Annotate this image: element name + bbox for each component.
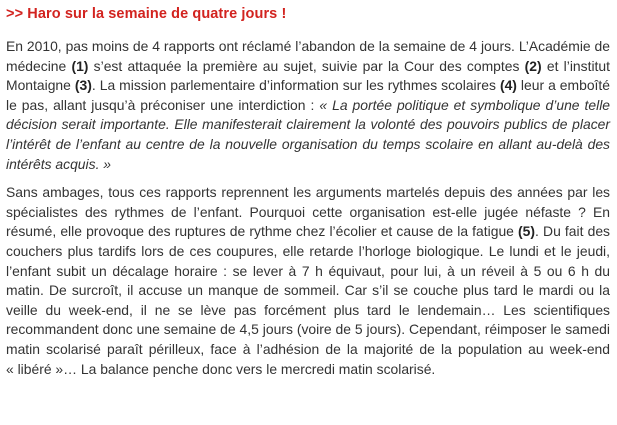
reference-3: (3) bbox=[74, 77, 92, 94]
article bbox=[4, 4, 610, 379]
reference-5: (5) bbox=[518, 223, 536, 240]
paragraph-reports bbox=[6, 37, 610, 174]
reference-4: (4) bbox=[499, 77, 517, 94]
reference-2: (2) bbox=[524, 57, 542, 74]
text-segment: Sans ambages, tous ces rapports reprennent les arguments martelés depuis des années par les spécialistes des rythmes de l’enfant. Pourquoi cette organisation est-elle jugée néfaste ? En résumé, elle provoque des ruptures de rythme chez l’écolier et cause de la fatigue bbox=[6, 184, 610, 240]
text-segment: En 2010, pas moins de 4 rapports ont réclamé l’abandon de la semaine de 4 jours. L’Académie de médecine bbox=[6, 38, 610, 74]
text-segment: leur a emboîté le pas, allant jusqu’à préconiser une interdiction : bbox=[6, 77, 610, 113]
quote: « La portée politique et symbolique d’une telle décision serait importante. Elle manifesterait clairement la volonté des pouvoirs publics de placer l’intérêt de l’enfant au centre de la nouvelle organisation du temps scolaire en allant au-delà des intérêts acquis. » bbox=[6, 96, 611, 172]
paragraph-arguments bbox=[6, 183, 610, 379]
text-segment: s’est attaquée la première au sujet, suivie par la Cour des comptes bbox=[88, 57, 525, 74]
reference-1: (1) bbox=[71, 57, 89, 74]
article-title: >> Haro sur la semaine de quatre jours ! bbox=[6, 6, 287, 22]
text-segment: et l’institut Montaigne bbox=[6, 57, 610, 94]
text-segment: . Du fait des couchers plus tardifs lors de ces coupures, elle retarde l’horloge biologique. Le lundi et le jeudi, l’enfant subit un décalage horaire : se lever à 7 h équivaut, pour lui, à un réveil à 5 ou 6 h du matin. De surcroît, il accuse un manque de sommeil. Car s’il se couche plus tard le mardi ou la veille du week-end, il ne se lève pas forcément plus tard le lendemain… Les scientifiques recommandent donc une semaine de 4,5 jours (voire de 5 jours). Cependant, réimposer le samedi matin scolarisé paraît périlleux, face à l’adhésion de la majorité de la population au week-end « libéré »… La balance penche donc vers le mercredi matin scolarisé. bbox=[6, 223, 611, 377]
text-segment: . La mission parlementaire d’information sur les rythmes scolaires bbox=[91, 77, 500, 94]
